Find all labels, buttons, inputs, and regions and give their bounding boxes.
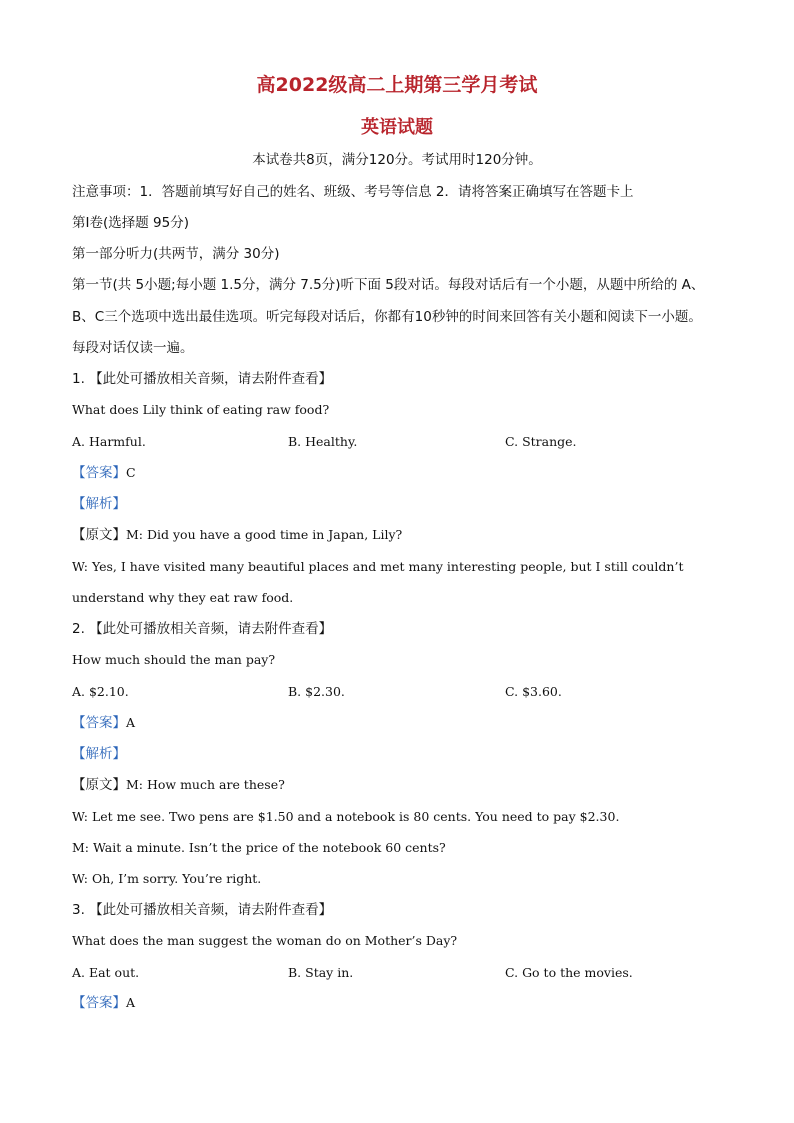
question-2-transcript-line-1: [72, 777, 285, 794]
volume-heading: 第Ⅰ卷(选择题 95分): [72, 215, 189, 231]
question-1-analysis: [72, 496, 126, 513]
question-2-transcript-line-2: W: Let me see. Two pens are $1.50 and a notebook is 80 cents. You need to pay $2.30.: [72, 809, 620, 824]
question-3-answer-value: A: [126, 995, 136, 1010]
question-1-answer: [72, 465, 136, 482]
question-2-transcript-line-3: M: Wait a minute. Isn’t the price of the notebook 60 cents?: [72, 840, 446, 855]
question-2-option-c: C. $3.60.: [505, 684, 562, 699]
question-3-option-a: A. Eat out.: [72, 965, 140, 980]
question-2-number: 2. 【此处可播放相关音频，请去附件查看】: [72, 621, 333, 637]
original-label: 【原文】: [72, 777, 126, 793]
question-1-stem: What does Lily think of eating raw food?: [72, 402, 330, 417]
question-3-option-b: B. Stay in.: [288, 965, 354, 980]
question-1-transcript-line-3: understand why they eat raw food.: [72, 590, 294, 605]
question-2-answer: [72, 715, 135, 732]
analysis-label: 【解析】: [72, 496, 126, 512]
question-1-transcript-line-1: [72, 527, 402, 544]
question-2-answer-value: A: [126, 715, 136, 730]
question-1-option-a: A. Harmful.: [72, 434, 146, 449]
question-1-answer-value: C: [126, 465, 136, 480]
transcript-text: M: How much are these?: [126, 777, 285, 792]
question-1-option-b: B. Healthy.: [288, 434, 358, 449]
question-1-option-c: C. Strange.: [505, 434, 577, 449]
answer-label: 【答案】: [72, 465, 126, 481]
section-instructions-line-2: B、C三个选项中选出最佳选项。听完每段对话后，你都有10秒钟的时间来回答有关小题和阅读下一小题。: [72, 309, 702, 325]
exam-subtitle: 英语试题: [361, 117, 433, 138]
question-3-answer: [72, 995, 135, 1012]
question-2-option-a: A. $2.10.: [72, 684, 129, 699]
exam-title: 高2022级高二上期第三学月考试: [256, 74, 538, 96]
section-instructions-line-1: 第一节(共 5小题;每小题 1.5分，满分 7.5分)听下面 5段对话。每段对话后有一个小题，从题中所给的 A、: [72, 277, 705, 293]
exam-info: 本试卷共8页，满分120分。考试用时120分钟。: [252, 152, 542, 168]
original-label: 【原文】: [72, 527, 126, 543]
answer-label: 【答案】: [72, 715, 126, 731]
question-3-option-c: C. Go to the movies.: [505, 965, 633, 980]
question-2-transcript-line-4: W: Oh, I’m sorry. You’re right.: [72, 871, 262, 886]
notice: 注意事项：1．答题前填写好自己的姓名、班级、考号等信息 2．请将答案正确填写在答题卡上: [72, 184, 634, 200]
transcript-text: M: Did you have a good time in Japan, Lily?: [126, 527, 403, 542]
section-instructions-line-3: 每段对话仅读一遍。: [72, 340, 194, 356]
question-1-number: 1. 【此处可播放相关音频，请去附件查看】: [72, 371, 333, 387]
answer-label: 【答案】: [72, 995, 126, 1011]
question-1-transcript-line-2: W: Yes, I have visited many beautiful places and met many interesting people, but I still couldn’t: [72, 559, 684, 574]
question-2-option-b: B. $2.30.: [288, 684, 345, 699]
question-3-number: 3. 【此处可播放相关音频，请去附件查看】: [72, 902, 333, 918]
question-2-analysis: [72, 746, 126, 763]
part-heading: 第一部分听力(共两节，满分 30分): [72, 246, 280, 262]
question-2-stem: How much should the man pay?: [72, 652, 276, 667]
analysis-label: 【解析】: [72, 746, 126, 762]
question-3-stem: What does the man suggest the woman do on Mother’s Day?: [72, 933, 458, 948]
